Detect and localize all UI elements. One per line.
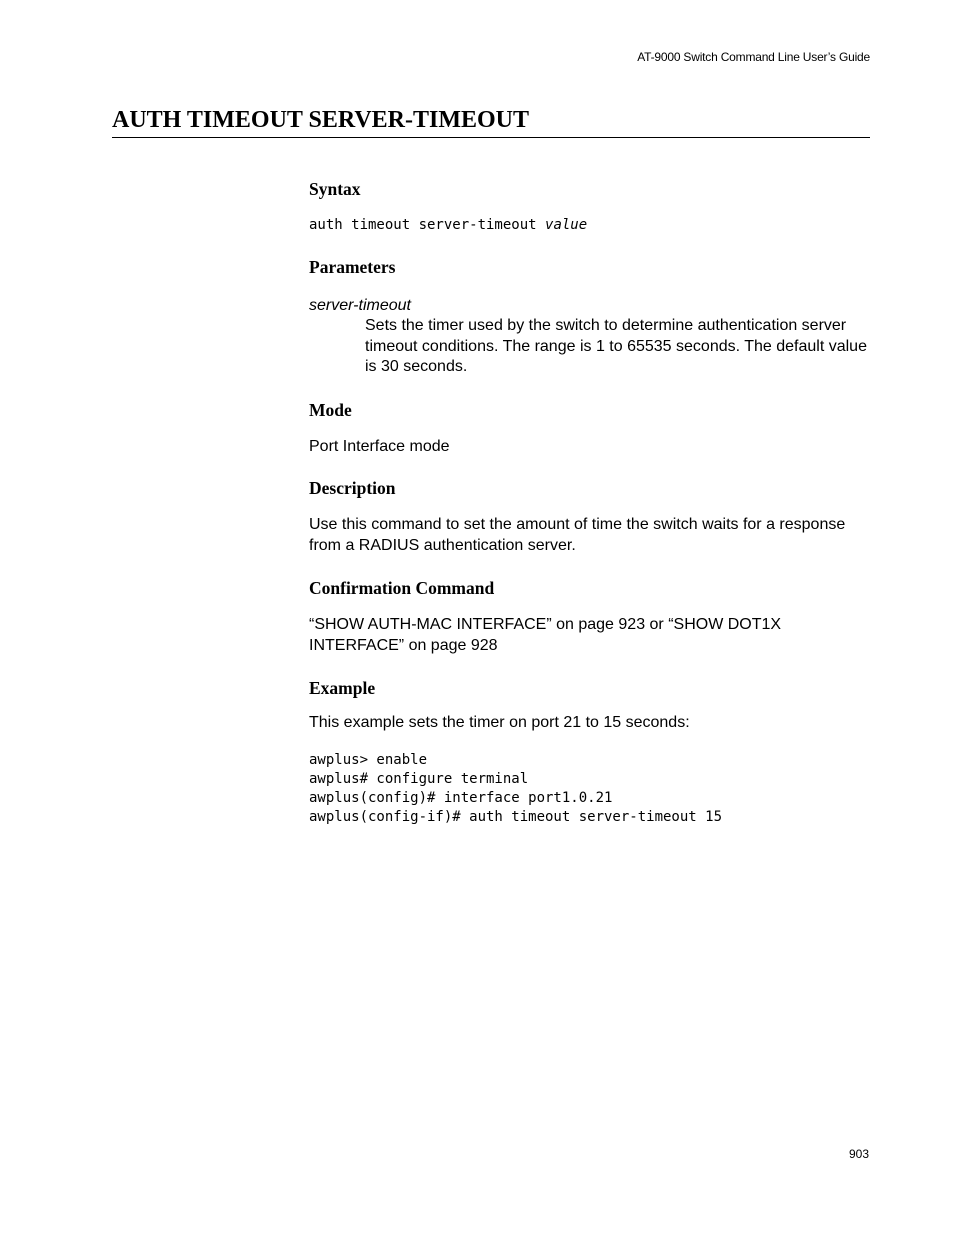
example-code-block (309, 751, 869, 827)
example-intro: This example sets the timer on port 21 to 15 seconds: (309, 714, 690, 731)
page-number: 903 (848, 1147, 869, 1161)
parameter-name: server-timeout (309, 297, 411, 314)
description-heading: Description (309, 478, 396, 498)
command-content (309, 178, 869, 827)
syntax-argument: value (545, 217, 588, 233)
mode-text: Port Interface mode (309, 437, 450, 455)
description-text: Use this command to set the amount of time the switch waits for a response from a RADIUS authentication server. (309, 516, 846, 554)
code-line: awplus# configure terminal (309, 770, 529, 787)
code-line: awplus> enable (309, 751, 428, 768)
syntax-heading: Syntax (309, 179, 361, 199)
page-title: AUTH TIMEOUT SERVER-TIMEOUT (112, 106, 870, 138)
example-heading: Example (309, 678, 376, 698)
parameters-heading: Parameters (309, 257, 396, 277)
confirmation-heading: Confirmation Command (309, 578, 495, 598)
running-header: AT-9000 Switch Command Line User’s Guide (637, 50, 870, 64)
code-line: awplus(config-if)# auth timeout server-timeout 15 (309, 808, 723, 825)
confirmation-text: “SHOW AUTH-MAC INTERFACE” on page 923 or “SHOW DOT1X INTERFACE” on page 928 (309, 616, 782, 654)
syntax-line (309, 216, 869, 235)
syntax-command: auth timeout server-timeout (309, 217, 546, 233)
parameter-description: Sets the timer used by the switch to determine authentication server timeout conditions. The range is 1 to 65535 seconds. The default value is 30 seconds. (365, 317, 867, 375)
parameter-item (309, 296, 869, 378)
code-line: awplus(config)# interface port1.0.21 (309, 789, 613, 806)
mode-heading: Mode (309, 399, 352, 420)
